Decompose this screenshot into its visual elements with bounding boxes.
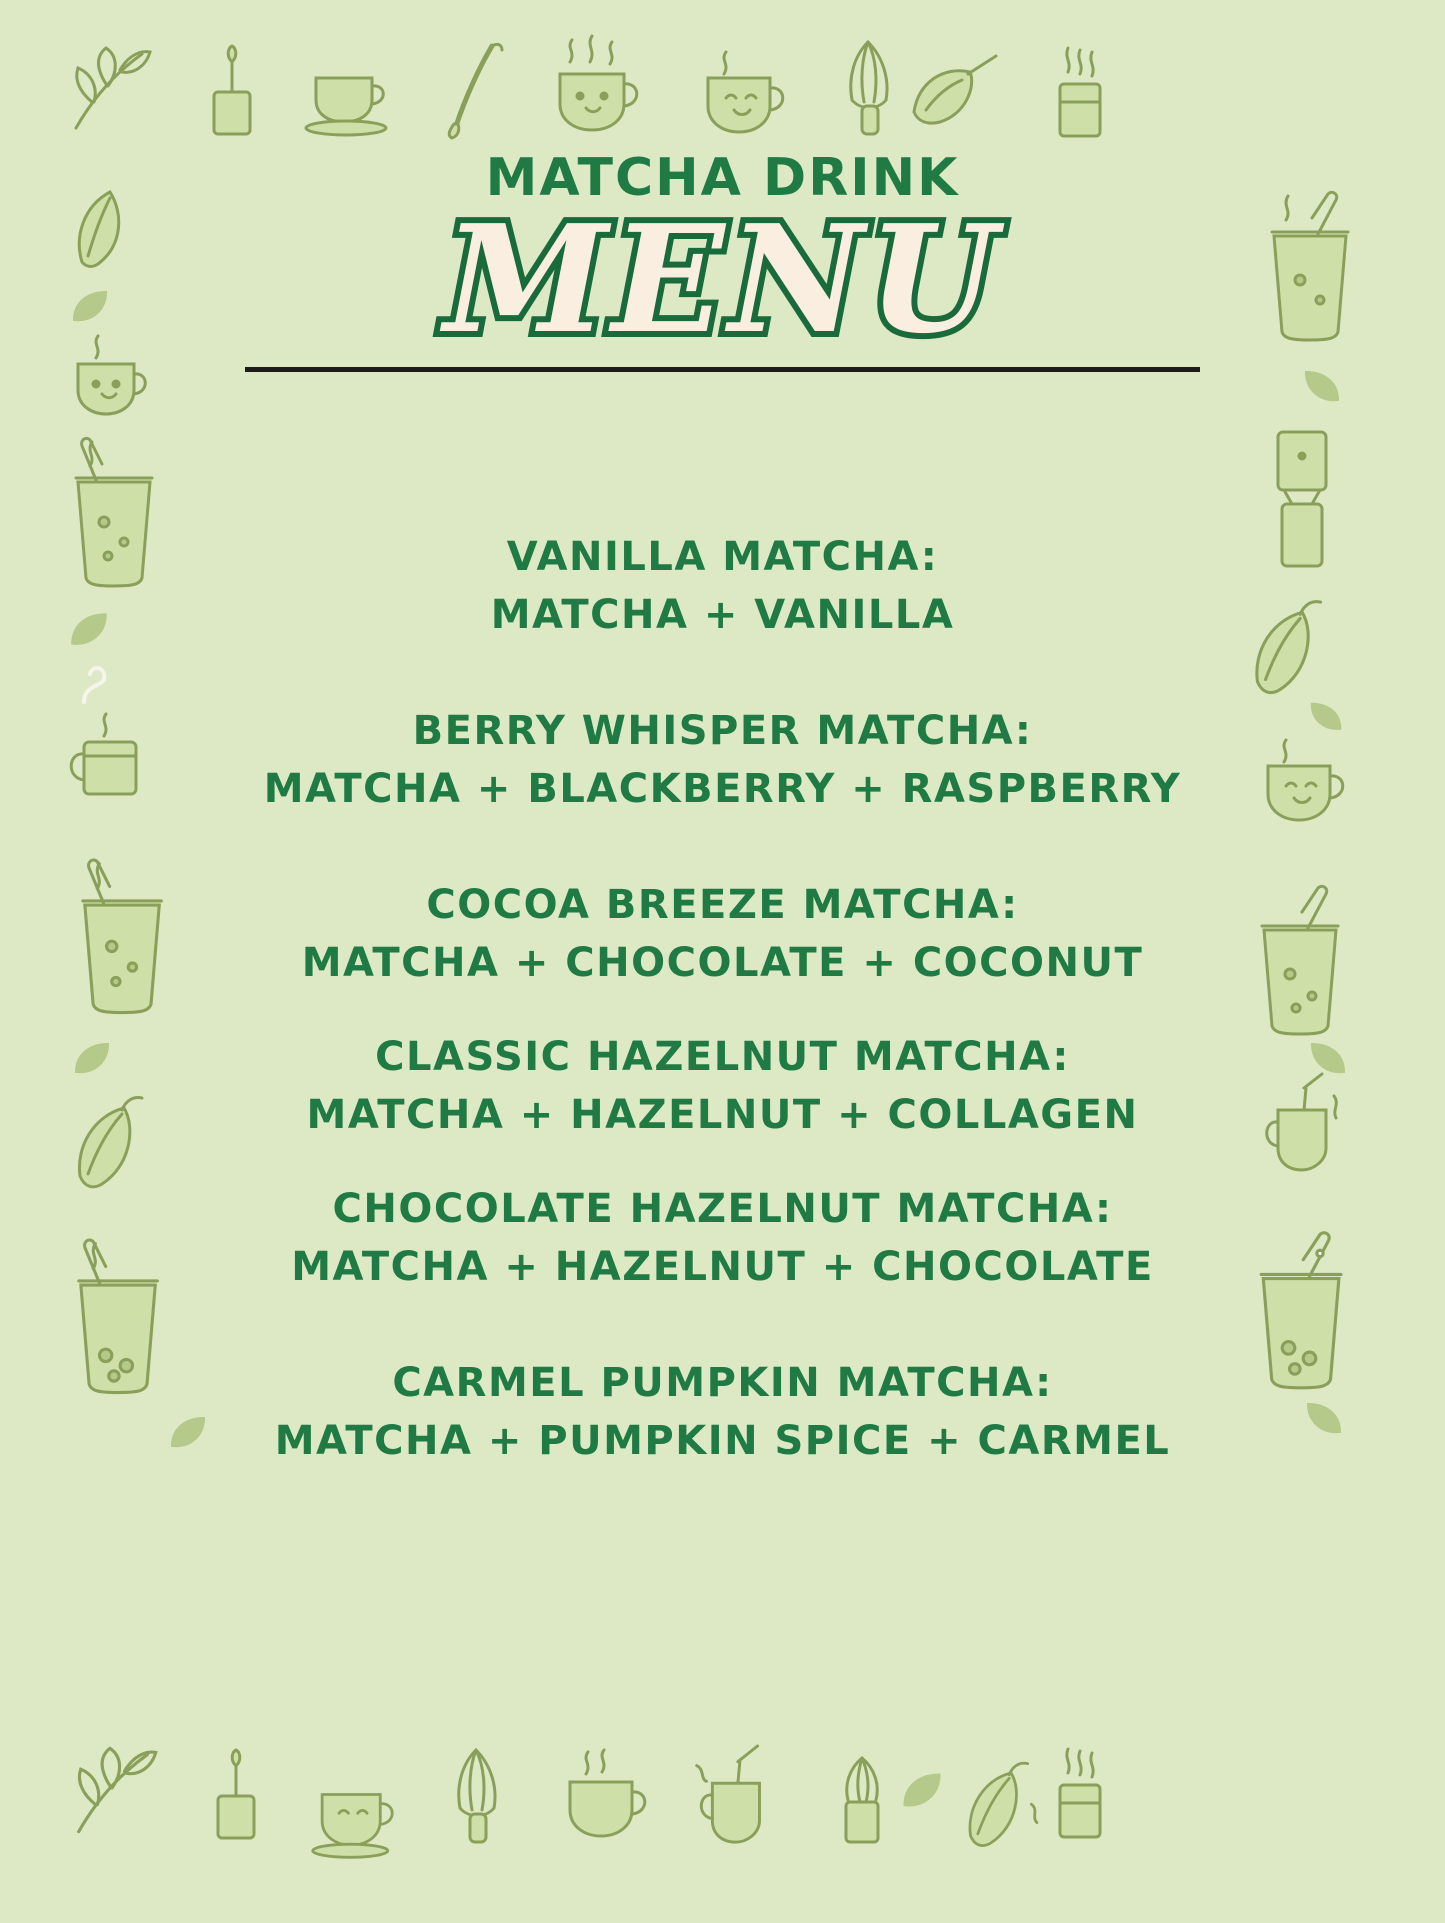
menu-item-description: MATCHA + VANILLA — [490, 592, 955, 638]
matcha-scoop-icon — [904, 52, 1002, 136]
leaf-branch-icon — [62, 40, 154, 136]
menu-item-description: MATCHA + PUMPKIN SPICE + CARMEL — [274, 1418, 1171, 1464]
matcha-tin-icon — [200, 44, 262, 140]
menu-item-name: COCOA BREEZE MATCHA: — [426, 882, 1019, 928]
leaf-small-icon — [70, 1040, 114, 1080]
steaming-cup-icon — [552, 1748, 656, 1844]
menu-item — [120, 1030, 1325, 1142]
menu-item-description: MATCHA + BLACKBERRY + RASPBERRY — [263, 766, 1182, 812]
menu-item-description: MATCHA + HAZELNUT + CHOCOLATE — [291, 1244, 1154, 1290]
title-divider — [245, 367, 1200, 372]
menu-item-description: MATCHA + CHOCOLATE + COCONUT — [301, 940, 1144, 986]
leaf-small-icon — [898, 1770, 946, 1814]
menu-item — [120, 1182, 1325, 1294]
steaming-cup-face-icon — [542, 34, 652, 140]
menu-item — [120, 1356, 1325, 1468]
matcha-glass-icon — [1046, 44, 1114, 142]
leaf-small-icon — [1300, 368, 1344, 408]
smiling-cup-icon — [302, 1772, 406, 1862]
whisk-icon — [440, 1746, 514, 1846]
leaf-branch-icon — [64, 1740, 160, 1840]
menu-item-name: BERRY WHISPER MATCHA: — [412, 708, 1033, 754]
smiling-cup-icon — [690, 44, 794, 140]
steam-swirl-icon — [74, 660, 124, 708]
menu-item-name: CLASSIC HAZELNUT MATCHA: — [375, 1034, 1070, 1080]
menu-item-name: CHOCOLATE HAZELNUT MATCHA: — [332, 1186, 1113, 1232]
whisk-jar-icon — [826, 1752, 898, 1848]
menu-item-name: VANILLA MATCHA: — [506, 534, 939, 580]
page-title: MENU — [444, 192, 1001, 366]
matcha-tin-icon — [204, 1748, 266, 1844]
leaf-small-icon — [66, 610, 112, 652]
menu-item — [120, 530, 1325, 642]
poster-header — [0, 148, 1445, 372]
menu-item — [120, 878, 1325, 990]
menu-item — [120, 704, 1325, 816]
menu-list — [120, 530, 1325, 1468]
bamboo-whisk-icon — [440, 40, 508, 140]
spoon-cup-icon — [680, 1744, 784, 1850]
teacup-saucer-icon — [300, 58, 396, 138]
menu-item-name: CARMEL PUMPKIN MATCHA: — [392, 1360, 1053, 1406]
tea-bag-icon — [952, 1756, 1048, 1858]
whisk-icon — [832, 38, 906, 138]
menu-item-description: MATCHA + HAZELNUT + COLLAGEN — [306, 1092, 1139, 1138]
page-kicker: MATCHA DRINK — [485, 148, 960, 208]
sprout-jar-icon — [1046, 1744, 1114, 1844]
